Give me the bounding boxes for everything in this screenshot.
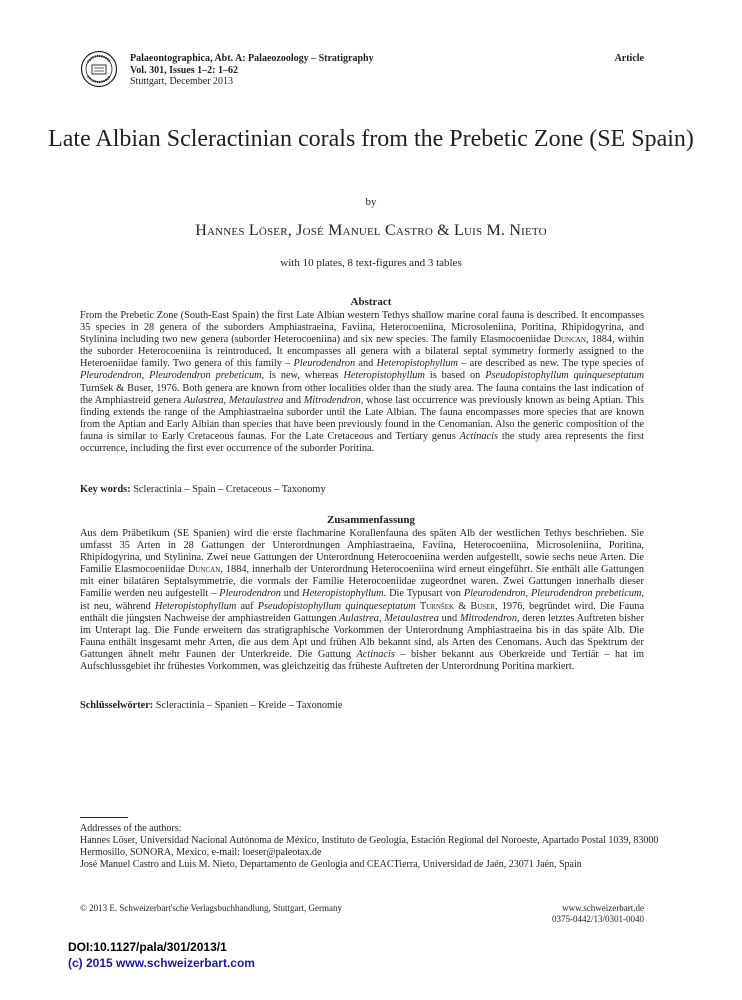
taxon-name: Heteropistophyllum bbox=[302, 588, 384, 600]
keywords-label: Key words: bbox=[80, 484, 131, 495]
schluesselwoerter-label: Schlüsselwörter: bbox=[80, 700, 154, 711]
text-run: and bbox=[283, 394, 304, 406]
text-run: Aus dem Präbetikum (SE Spanien) wird die erste flachmarine Korallenfauna des späten Alb der westlichen Tethys beschrieben. Sie umfasst 35 Arten in 28 Gattungen der Unterordnungen Amphiastraeina, Faviina, Heterocoeniina, Microsoleniina, Poritina, Rhipidogyrina, und Stylinina. Zwei neue Gattungen der Unterordnung Heterocoeniina werden aufgestellt, sowie sechs neue Arten. Die Familie Elasmocoeniidae bbox=[80, 528, 644, 576]
copyright-notice: © 2013 E. Schweizerbart'sche Verlagsbuchhandlung, Stuttgart, Germany bbox=[80, 903, 342, 913]
taxon-name: Pleurodendron bbox=[219, 588, 281, 600]
text-run: , 1884, innerhalb der Unterordnung Heterocoeniina wird erneut eingeführt. Sie enthält alle Gattungen mit einer bilatären Septalsymmetrie, die vormals der Familie Heterocoeniidae zugeordnet waren. Zwei Gattungen innerhalb dieser Familie werden neu aufgestellt – bbox=[80, 564, 644, 600]
publisher-website: www.schweizerbart.de bbox=[562, 903, 644, 913]
publisher-copyright-link[interactable]: (c) 2015 www.schweizerbart.com bbox=[68, 956, 255, 970]
text-run: . Die Typusart von bbox=[383, 588, 464, 600]
zusammenfassung-heading: Zusammenfassung bbox=[326, 514, 416, 526]
taxon-name: Aulastrea bbox=[339, 612, 379, 624]
taxon-name: Aulastrea bbox=[183, 394, 224, 406]
taxon-name: Pleurodendron prebeticum bbox=[149, 370, 262, 382]
article-type-label: Article bbox=[614, 53, 644, 64]
text-run: – are described as new. The type species of bbox=[457, 358, 645, 370]
taxon-name: Heteropistophyllum bbox=[154, 600, 237, 612]
text-run: , whose last occurrence was previously known as being Aptian. This finding extends the range of the Amphiastraeina suborder until the Late Albian. The fauna encompasses more species that are known from the Aptian and Early Albian than species that have been previously found in the Cenomanian. Also the generic composition of the fauna is similar to Early Cretaceous faunas. For the Late Cretaceous and Tertiary genus bbox=[80, 394, 645, 442]
author-addresses bbox=[80, 823, 660, 871]
taxon-name: Mitrodendron bbox=[303, 394, 361, 406]
journal-place-date: Stuttgart, December 2013 bbox=[130, 76, 234, 87]
text-run: und bbox=[280, 588, 303, 600]
taxon-name: Pleurodendron bbox=[80, 370, 142, 382]
keywords bbox=[80, 484, 326, 495]
journal-volume: Vol. 301, Issues 1–2: 1–62 bbox=[130, 64, 238, 76]
taxon-name: Metaulastrea bbox=[384, 612, 439, 624]
text-run: and bbox=[355, 358, 377, 370]
footnote-rule bbox=[80, 817, 128, 818]
text-run: the study area represents the first occurrence, including the first ever occurrence of the suborder Poritina. bbox=[80, 430, 644, 455]
journal-name: Palaeontographica, Abt. A: Palaeozoology – Stratigraphy bbox=[130, 53, 374, 64]
taxon-name: Actinacis bbox=[356, 648, 395, 660]
publisher-seal-icon bbox=[80, 50, 118, 88]
text-run: und bbox=[438, 612, 460, 624]
text-run: , bbox=[223, 394, 229, 406]
taxon-name: Pleurodendron bbox=[293, 358, 356, 370]
keywords-text: Scleractinia – Spain – Cretaceous – Taxonomy bbox=[130, 484, 326, 495]
schluesselwoerter bbox=[80, 700, 342, 711]
taxon-name: Mitrodendron bbox=[459, 612, 517, 624]
taxon-name: Heteropistophyllum bbox=[343, 370, 425, 382]
paper-title: Late Albian Scleractinian corals from the Prebetic Zone (SE Spain) bbox=[48, 126, 694, 152]
text-run: , deren letztes Auftreten bisher im Unterapt lag. Die Funde erweitern das stratigraphische Vorkommen der Unterordnung Amphiastraeina bis in das späte Alb. Die Fauna enthält insgesamt mehr Arten, die aus dem Apt und frühen Alb bekannt sind, als Arten des Cenomans. Auch das Spektrum der Gattungen ähnelt mehr Faunen der Unterkreide. Die Gattung bbox=[80, 612, 645, 660]
taxon-name: Pseudopistophyllum quinqueseptatum bbox=[485, 370, 645, 382]
taxon-name: Actinacis bbox=[459, 430, 498, 442]
author-citation: Turnšek & Buser bbox=[419, 600, 496, 612]
text-run: auf bbox=[236, 600, 258, 612]
text-run: is based on bbox=[424, 370, 486, 382]
taxon-name: Pleurodendron prebeticum bbox=[530, 588, 642, 600]
taxon-name: Heteropistophyllum bbox=[376, 358, 458, 370]
text-run: , 1884, within the suborder Heterocoeniina is reintroduced. It encompasses all genera with a bilateral septal symmetry formerly assigned to the Heteroeniidae family. Two genera of this family – bbox=[80, 334, 644, 370]
taxon-name: Metaulastrea bbox=[228, 394, 284, 406]
text-run: , bbox=[378, 612, 385, 624]
text-run: , bbox=[525, 588, 531, 600]
plates-figures-note: with 10 plates, 8 text-figures and 3 tables bbox=[280, 257, 462, 269]
author-citation: Duncan bbox=[187, 564, 221, 576]
text-run: , is new, whereas bbox=[261, 370, 344, 382]
author-citation: Duncan bbox=[553, 334, 586, 346]
text-run: From the Prebetic Zone (South-East Spain) the first Late Albian western Tethys shallow marine coral fauna is described. It encompasses 35 species in 28 genera of the suborders Amphiastraeina, Faviina, Heterocoeniina, Microsoleniina, Poritina, Rhipidogyrina, and Stylinina including two new genera (suborder Heterocoeniina) and six new species. The family Elasmocoeniidae bbox=[80, 310, 644, 346]
author-list: Hannes Löser, José Manuel Castro & Luis M. Nieto bbox=[195, 222, 547, 239]
doi-link[interactable]: DOI:10.1127/pala/301/2013/1 bbox=[68, 940, 227, 954]
abstract-text bbox=[80, 310, 644, 455]
taxon-name: Pleurodendron bbox=[463, 588, 526, 600]
text-run: , 1976, begründet wird. Die Fauna enthält die jüngsten Nachweise der amphiastreiden Gattungen bbox=[80, 600, 645, 624]
address-castro-nieto: José Manuel Castro and Luis M. Nieto, Departamento de Geologia and CEACTierra, Universidad de Jaén, 23071 Jaén, Spain bbox=[80, 859, 582, 870]
publisher-site-block bbox=[552, 903, 644, 925]
abstract-heading: Abstract bbox=[350, 296, 392, 308]
issn-code: 0375-0442/13/0301-0040 bbox=[552, 914, 644, 924]
text-run: Turnšek & Buser, 1976. Both genera are known from other localities older than the study area. The fauna contains the last indication of the Amphiastreid genera bbox=[80, 382, 644, 406]
schluesselwoerter-text: Scleractinia – Spanien – Kreide – Taxonomie bbox=[153, 700, 343, 711]
by-line: by bbox=[365, 196, 377, 208]
addresses-heading: Addresses of the authors: bbox=[80, 823, 182, 834]
address-loeser: Hannes Löser, Universidad Nacional Autónoma de México, Instituto de Geología, Estación Regional del Noroeste, Apartado Postal 1039, 83000 Hermosillo, SONORA, Mexico, e-mail: loeser@paleotax.de bbox=[80, 835, 659, 858]
text-run: , ist neu, während bbox=[80, 588, 644, 612]
text-run: , bbox=[141, 370, 150, 382]
journal-info bbox=[130, 53, 374, 88]
zusammenfassung-text bbox=[80, 528, 644, 673]
text-run: – bisher bekannt aus Oberkreide und Tertiär – hat im Aufschlussgebiet ihr frühestes Vorkommen, was gleichzeitig das früheste Auftreten der Unterordnung Poritina markiert. bbox=[80, 648, 644, 673]
taxon-name: Pseudopistophyllum quinqueseptatum bbox=[257, 600, 416, 612]
